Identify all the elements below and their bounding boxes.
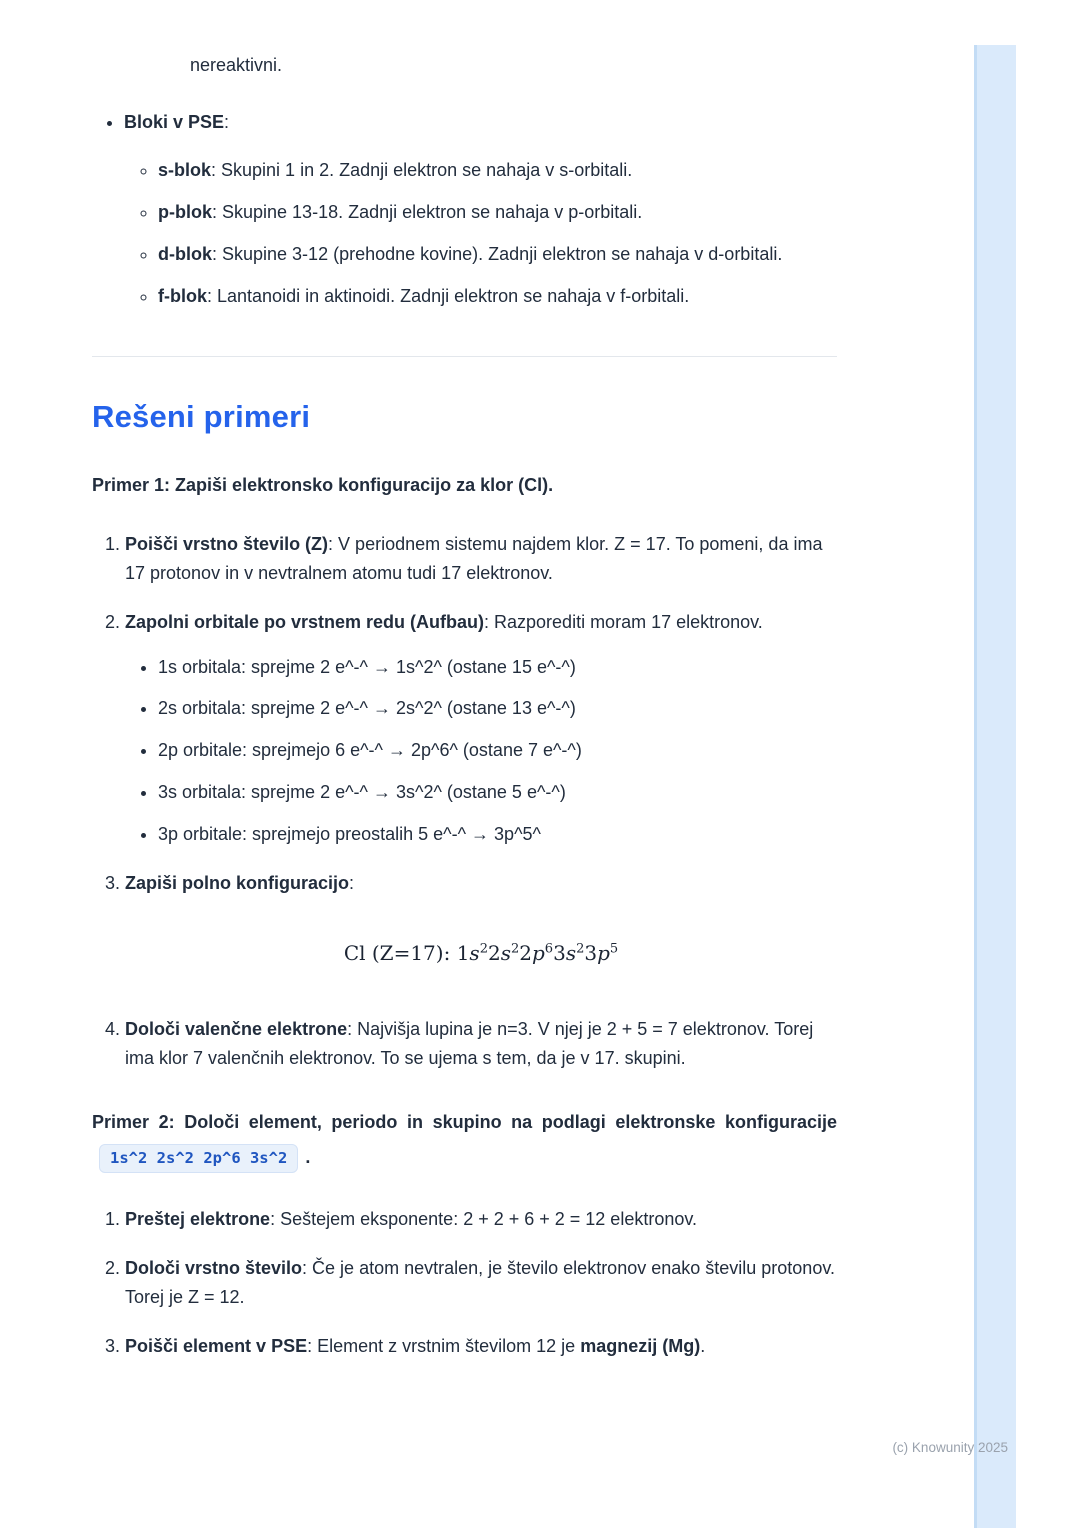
blocks-title: Bloki v PSE	[124, 112, 225, 132]
primer1-steps	[92, 530, 837, 1073]
list-item	[125, 869, 837, 970]
step-text: : V periodnem sistemu najdem klor. Z = 17. To pomeni, da ima 17 protonov in v nevtralnem atomu tudi 17 elektronov.	[125, 534, 823, 584]
step-text: : Razporediti moram 17 elektronov.	[484, 611, 763, 632]
inline-code-configuration: 1s^2 2s^2 2p^6 3s^2	[99, 1144, 298, 1173]
list-item: • 1s orbitala: sprejme 2 e^-^ → 1s^2^ (ostane 15 e^-^)	[158, 653, 837, 682]
primer2-title-text: Primer 2: Določi element, periodo in skupino na podlagi elektronske konfiguracije	[92, 1112, 837, 1133]
page-title: Rešeni primeri	[92, 399, 311, 435]
blocks-sublist	[124, 157, 837, 311]
section-divider	[92, 356, 837, 357]
list-item	[158, 241, 837, 269]
primer2-title	[92, 1105, 837, 1175]
list-item: • 2p orbitale: sprejmejo 6 e^-^ → 2p^6^ (ostane 7 e^-^)	[158, 736, 837, 765]
step-label: Določi vrstno število	[125, 1258, 303, 1278]
step-text-tail: .	[700, 1335, 706, 1356]
term-text: : Skupine 3-12 (prehodne kovine). Zadnji elektron se nahaja v d-orbitali.	[212, 243, 783, 264]
math-terms: $1s^22s^22p^63s^23p^5$	[456, 941, 619, 966]
step-text: : Element z vrstnim številom 12 je	[307, 1335, 581, 1356]
blocks-title-colon: :	[224, 112, 230, 132]
step-label: Zapolni orbitale po vrstnem redu (Aufbau)	[125, 611, 485, 632]
copyright-footer: (c) Knowunity 2025	[892, 1440, 1008, 1455]
orbitals-list	[125, 653, 837, 849]
math-prefix: Cl (Z=17):	[343, 941, 457, 966]
page-edge-decoration	[974, 45, 1016, 1528]
step-label: Zapiši polno konfiguracijo	[125, 872, 350, 893]
list-item	[124, 109, 837, 310]
step-result: magnezij (Mg)	[580, 1335, 701, 1356]
list-item: • 3p orbitale: sprejmejo preostalih 5 e^-^ → 3p^5^	[158, 820, 837, 849]
step-label: Preštej elektrone	[125, 1209, 271, 1230]
term-text: : Lantanoidi in aktinoidi. Zadnji elektron se nahaja v f-orbitali.	[207, 285, 690, 306]
primer2-title-tail: .	[305, 1147, 311, 1168]
list-item	[125, 1205, 837, 1234]
step-text: : Če je atom nevtralen, je število elektronov enako številu protonov. Torej je Z = 12.	[125, 1258, 835, 1307]
electron-configuration-formula	[125, 937, 837, 969]
term-label: s-blok	[158, 159, 212, 180]
list-item	[125, 1254, 837, 1312]
list-item	[158, 283, 837, 311]
list-item	[125, 608, 837, 849]
list-item	[158, 157, 837, 185]
primer2-steps	[92, 1205, 837, 1360]
term-label: p-blok	[158, 201, 212, 222]
list-item	[125, 1332, 837, 1361]
list-item: • 2s orbitala: sprejme 2 e^-^ → 2s^2^ (ostane 13 e^-^)	[158, 694, 837, 723]
step-label: Določi valenčne elektrone	[125, 1019, 348, 1040]
term-text: : Skupine 13-18. Zadnji elektron se nahaja v p-orbitali.	[212, 201, 643, 222]
list-item	[125, 530, 837, 588]
list-item: • 3s orbitala: sprejme 2 e^-^ → 3s^2^ (ostane 5 e^-^)	[158, 778, 837, 807]
term-text: : Skupini 1 in 2. Zadnji elektron se nahaja v s-orbitali.	[211, 159, 633, 180]
step-label: Poišči vrstno število (Z)	[125, 534, 329, 555]
list-item	[158, 199, 837, 227]
document-content	[92, 0, 837, 1380]
primer1-title: Primer 1: Zapiši elektronsko konfiguracijo za klor (Cl).	[92, 475, 554, 496]
term-label: d-blok	[158, 243, 212, 264]
step-text: : Najvišja lupina je n=3. V njej je 2 + 5 = 7 elektronov. Torej ima klor 7 valenčnih elektronov. To se ujema s tem, da je v 17. skupini.	[125, 1019, 814, 1069]
term-label: f-blok	[158, 285, 207, 306]
step-text: :	[349, 872, 355, 893]
continuation-text: nereaktivni.	[190, 55, 283, 75]
step-label: Poišči element v PSE	[125, 1335, 308, 1356]
step-text: : Seštejem eksponente: 2 + 2 + 6 + 2 = 12 elektronov.	[270, 1209, 698, 1230]
list-item	[125, 1015, 837, 1073]
blocks-list	[92, 109, 837, 310]
